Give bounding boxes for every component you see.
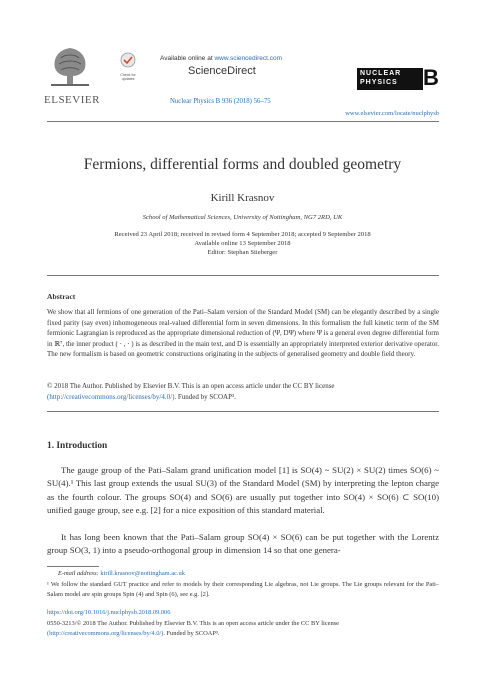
journal-logo-line1: NUCLEAR bbox=[360, 70, 402, 77]
article-dates: Received 23 April 2018; received in revised form 4 September 2018; accepted 9 September 2018 bbox=[114, 231, 371, 238]
check-updates-badge[interactable] bbox=[116, 52, 140, 81]
footer-funded-text: . Funded by SCOAP³. bbox=[163, 629, 220, 637]
intro-paragraph-1: The gauge group of the Pati–Salam grand unification model [1] is SO(4) ~ SU(2) × SU(2) times SO(6) ~ SU(4).¹ This last group extends the usual SU(3) of the Standard Model (SM) by interpreting the lepton charge as the fourth colour. The groups SO(4) and SO(6) are usually put together into SO(4) × SO(6) ⊂ SO(10) unified gauge group, see e.g. [2] for a nice exposition of this standard material. bbox=[47, 465, 439, 515]
issn-line bbox=[47, 619, 439, 638]
elsevier-tree-icon bbox=[47, 44, 93, 92]
journal-url[interactable]: www.elsevier.com/locate/nuclphysb bbox=[345, 110, 439, 117]
footer-license-link[interactable]: (http://creativecommons.org/licenses/by/4.0/) bbox=[47, 629, 164, 637]
email-link[interactable]: kirill.krasnov@nottingham.ac.uk bbox=[100, 570, 185, 577]
author-name: Kirill Krasnov bbox=[210, 192, 275, 204]
email-footnote bbox=[58, 570, 185, 577]
issn-text: 0550-3213/© 2018 The Author. Published by Elsevier B.V. This is an open access article under the CC BY license bbox=[47, 620, 339, 627]
journal-reference[interactable]: Nuclear Physics B 936 (2018) 56–75 bbox=[170, 98, 271, 105]
license-link[interactable]: (http://creativecommons.org/licenses/by/4.0/) bbox=[47, 392, 175, 401]
elsevier-logo bbox=[47, 44, 93, 92]
available-online-prefix: Available online at bbox=[160, 55, 215, 62]
journal-logo-line2: PHYSICS bbox=[360, 79, 398, 86]
article-title: Fermions, differential forms and doubled geometry bbox=[83, 156, 402, 173]
copyright-text: © 2018 The Author. Published by Elsevier B.V. This is an open access article under the CC BY license bbox=[47, 382, 335, 390]
doi-link[interactable]: https://doi.org/10.1016/j.nuclphysb.2018.09.006 bbox=[47, 609, 171, 616]
editor: Editor: Stephan Stieberger bbox=[207, 249, 278, 256]
email-label: E-mail address: bbox=[58, 570, 99, 577]
publisher-logo-text: ELSEVIER bbox=[44, 94, 100, 106]
check-updates-icon bbox=[120, 52, 136, 68]
affiliation: School of Mathematical Sciences, University of Nottingham, NG7 2RD, UK bbox=[142, 214, 343, 221]
check-updates-label: Check for updates bbox=[120, 73, 136, 81]
abstract-text: We show that all fermions of one generation of the Pati–Salam version of the Standard Model (SM) can be elegantly described by a single fixed parity (say even) inhomogeneous real-valued differential form in seven dimensions. In this formalism the full kinetic term of the SM fermionic Lagrangian is reproduced as the appropriate dimensional reduction of (Ψ, DΨ) where Ψ is a general even degree differential form in ℝ⁷, the inner product ( · , · ) is as described in the main text, and D is essentially an appropriately interpreted exterior derivative operator. The new formalism is based on geometric constructions originating in the subjects of generalised geometry and double field theory. bbox=[47, 308, 439, 359]
abstract-copyright bbox=[47, 381, 439, 402]
available-online bbox=[160, 55, 282, 62]
abstract-heading: Abstract bbox=[47, 292, 76, 301]
funded-text: . Funded by SCOAP³. bbox=[174, 392, 236, 401]
intro-paragraph-2: It has long been known that the Pati–Salam group SO(4) × SO(6) can be put together with the Lorentz group SO(3, 1) into a pseudo-orthogonal group in dimension 14 so that one genera- bbox=[47, 532, 439, 556]
footnote-1: ¹ We follow the standard GUT practice and refer to models by their corresponding Lie algebras, not Lie groups. The Lie groups relevant for the Pati–Salam model are spin groups Spin (4) and Spin (6), see e.g. [2]. bbox=[47, 581, 439, 598]
journal-logo-letter: B bbox=[423, 65, 439, 90]
sciencedirect-title: ScienceDirect bbox=[188, 65, 256, 77]
section-heading: 1. Introduction bbox=[47, 441, 108, 451]
footnote-rule bbox=[47, 566, 99, 567]
journal-logo bbox=[357, 65, 439, 90]
available-online-date: Available online 13 September 2018 bbox=[194, 240, 291, 247]
sciencedirect-link[interactable]: www.sciencedirect.com bbox=[214, 55, 283, 62]
